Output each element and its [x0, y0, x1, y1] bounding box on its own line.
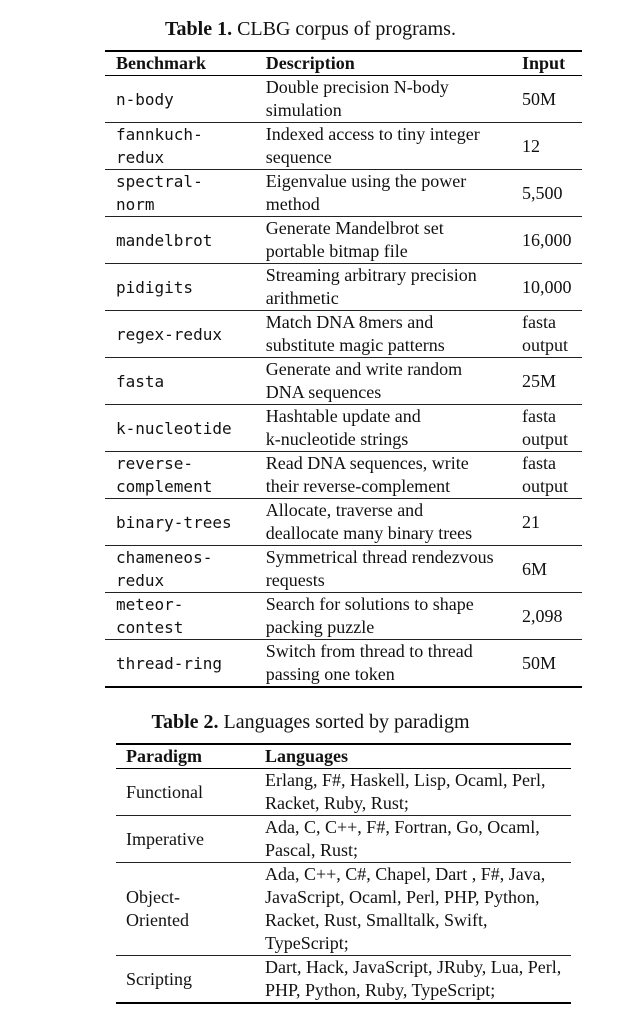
benchmark-input [522, 358, 582, 405]
benchmark-name-line: fasta [116, 371, 165, 391]
benchmark-description-line: Symmetrical thread rendezvous [265, 547, 494, 567]
paradigm-languages [265, 863, 571, 956]
table2-caption-label: Table 2. [151, 711, 219, 733]
benchmark-description-line: Allocate, traverse and [265, 500, 424, 520]
header-languages: Languages [265, 744, 571, 769]
paradigm-name [116, 956, 265, 1004]
benchmark-input-line: 25M [522, 370, 557, 391]
benchmark-description-line: Eigenvalue using the power [265, 171, 467, 191]
benchmark-description [266, 593, 522, 640]
table-row [116, 956, 571, 1004]
benchmark-input-line: 10,000 [522, 276, 572, 297]
benchmark-name [105, 358, 266, 405]
benchmark-name-line: norm [116, 195, 155, 214]
benchmark-input [522, 640, 582, 688]
benchmark-description [266, 123, 522, 170]
benchmark-description [266, 264, 522, 311]
paradigm-languages-line: Erlang, F#, Haskell, Lisp, Ocaml, Perl, [265, 770, 546, 790]
table-row [105, 264, 582, 311]
benchmark-description-line: Double precision N-body [265, 77, 449, 97]
benchmark-description-line: DNA sequences [265, 382, 382, 402]
paradigm-name [116, 863, 265, 956]
benchmark-description [266, 358, 522, 405]
benchmark-description [266, 170, 522, 217]
benchmark-input [522, 76, 582, 123]
benchmark-name [105, 170, 266, 217]
benchmark-description-line: portable bitmap file [265, 241, 408, 261]
table-row [105, 452, 582, 499]
table-row [105, 76, 582, 123]
table-row [105, 593, 582, 640]
benchmark-input [522, 311, 582, 358]
benchmark-description [266, 311, 522, 358]
paradigm-name-line: Object- [126, 887, 180, 907]
benchmark-name-line: spectral- [116, 172, 203, 191]
benchmark-description-line: substitute magic patterns [265, 335, 445, 355]
benchmark-name [105, 546, 266, 593]
header-benchmark: Benchmark [105, 51, 266, 76]
benchmark-description [266, 546, 522, 593]
benchmark-input-line: fasta [522, 312, 557, 332]
paradigm-table-header-row [116, 744, 571, 769]
benchmark-description-line: Indexed access to tiny integer [265, 124, 480, 144]
benchmark-description-line: packing puzzle [265, 617, 375, 637]
benchmark-description-line: k-nucleotide strings [265, 429, 409, 449]
table-row [105, 217, 582, 264]
benchmark-input [522, 170, 582, 217]
benchmark-name-line: redux [116, 148, 165, 167]
benchmark-description-line: Generate and write random [265, 359, 463, 379]
benchmark-description-line: sequence [265, 147, 332, 167]
benchmark-description [266, 405, 522, 452]
paradigm-languages [265, 816, 571, 863]
table-row [105, 546, 582, 593]
benchmark-description-line: Generate Mandelbrot set [265, 218, 444, 238]
benchmark-input [522, 217, 582, 264]
table-row [105, 640, 582, 688]
benchmark-input-line: fasta [522, 406, 557, 426]
benchmark-name-line: complement [116, 477, 213, 496]
benchmark-name [105, 640, 266, 688]
paradigm-languages-line: Racket, Ruby, Rust; [265, 793, 409, 813]
benchmark-name-line: n-body [116, 89, 174, 109]
benchmark-description [266, 452, 522, 499]
benchmark-name-line: contest [116, 618, 184, 637]
benchmark-description-line: Streaming arbitrary precision [265, 265, 477, 285]
benchmark-description-line: method [265, 194, 320, 214]
benchmark-input-line: 21 [522, 511, 541, 532]
benchmark-name [105, 405, 266, 452]
benchmark-description-line: simulation [265, 100, 342, 120]
benchmark-input-line: 2,098 [522, 605, 563, 626]
table-row [105, 405, 582, 452]
benchmark-input-line: 50M [522, 88, 557, 109]
benchmark-description-line: Hashtable update and [265, 406, 421, 426]
benchmark-input-line: 6M [522, 558, 548, 579]
benchmark-name [105, 311, 266, 358]
table1-caption [0, 18, 621, 41]
benchmark-name-line: pidigits [116, 277, 194, 297]
benchmark-name-line: redux [116, 571, 165, 590]
benchmark-name-line: fannkuch- [116, 125, 203, 144]
paradigm-name [116, 816, 265, 863]
paradigm-table [116, 743, 571, 1004]
benchmark-description-line: requests [265, 570, 325, 590]
benchmark-name [105, 499, 266, 546]
benchmark-name-line: mandelbrot [116, 230, 213, 250]
benchmark-description-line: their reverse-complement [265, 476, 451, 496]
benchmark-name [105, 264, 266, 311]
benchmark-input [522, 123, 582, 170]
table-row [116, 816, 571, 863]
benchmark-name-line: regex-redux [116, 324, 222, 344]
table2-caption-text: Languages sorted by paradigm [223, 711, 470, 733]
paradigm-name [116, 769, 265, 816]
benchmark-description-line: Match DNA 8mers and [265, 312, 434, 332]
benchmark-input-line: output [522, 476, 569, 496]
benchmark-name-line: thread-ring [116, 653, 222, 673]
benchmark-description-line: arithmetic [265, 288, 339, 308]
benchmark-input [522, 264, 582, 311]
header-input: Input [522, 51, 582, 76]
benchmark-table [105, 50, 582, 688]
table-row [105, 170, 582, 217]
benchmark-input-line: output [522, 429, 569, 449]
paradigm-languages-line: Dart, Hack, JavaScript, JRuby, Lua, Perl, [265, 957, 562, 977]
benchmark-table-header-row [105, 51, 582, 76]
benchmark-input [522, 593, 582, 640]
table-row [105, 499, 582, 546]
paradigm-languages-line: TypeScript; [265, 933, 349, 953]
benchmark-name-line: meteor- [116, 595, 184, 614]
benchmark-name-line: k-nucleotide [116, 418, 232, 438]
benchmark-name-line: reverse- [116, 454, 194, 473]
header-description: Description [266, 51, 522, 76]
benchmark-name [105, 452, 266, 499]
benchmark-input [522, 499, 582, 546]
paradigm-languages-line: Ada, C++, C#, Chapel, Dart , F#, Java, [265, 864, 546, 884]
benchmark-description [266, 499, 522, 546]
table-row [116, 769, 571, 816]
paradigm-name-line: Imperative [126, 828, 204, 849]
benchmark-name [105, 76, 266, 123]
paradigm-languages-line: Pascal, Rust; [265, 840, 358, 860]
benchmark-description [266, 76, 522, 123]
header-paradigm: Paradigm [116, 744, 265, 769]
paradigm-name-line: Oriented [126, 910, 189, 930]
table-row [105, 123, 582, 170]
table-row [105, 358, 582, 405]
benchmark-description-line: Switch from thread to thread [265, 641, 473, 661]
paradigm-languages [265, 769, 571, 816]
benchmark-input [522, 452, 582, 499]
benchmark-input-line: 16,000 [522, 229, 572, 250]
paradigm-languages-line: PHP, Python, Ruby, TypeScript; [265, 980, 496, 1000]
table1-caption-text: CLBG corpus of programs. [237, 18, 456, 40]
paradigm-name-line: Functional [126, 781, 203, 802]
benchmark-input-line: output [522, 335, 569, 355]
table-row [116, 863, 571, 956]
benchmark-input-line: 50M [522, 652, 557, 673]
benchmark-description-line: passing one token [265, 664, 395, 684]
benchmark-input-line: 5,500 [522, 182, 563, 203]
benchmark-description [266, 640, 522, 688]
paradigm-languages-line: Racket, Rust, Smalltalk, Swift, [265, 910, 488, 930]
benchmark-description-line: deallocate many binary trees [265, 523, 473, 543]
benchmark-name [105, 593, 266, 640]
table1-caption-label: Table 1. [165, 18, 233, 40]
table-row [105, 311, 582, 358]
benchmark-name-line: chameneos- [116, 548, 213, 567]
table2-caption [0, 711, 621, 734]
benchmark-description-line: Read DNA sequences, write [265, 453, 469, 473]
benchmark-name [105, 123, 266, 170]
paradigm-languages-line: Ada, C, C++, F#, Fortran, Go, Ocaml, [265, 817, 540, 837]
paradigm-languages [265, 956, 571, 1004]
benchmark-input-line: 12 [522, 135, 541, 156]
benchmark-input [522, 405, 582, 452]
benchmark-name-line: binary-trees [116, 512, 232, 532]
paradigm-languages-line: JavaScript, Ocaml, Perl, PHP, Python, [265, 887, 540, 907]
paradigm-name-line: Scripting [126, 968, 192, 989]
benchmark-description [266, 217, 522, 264]
benchmark-input [522, 546, 582, 593]
benchmark-input-line: fasta [522, 453, 557, 473]
benchmark-description-line: Search for solutions to shape [265, 594, 474, 614]
benchmark-name [105, 217, 266, 264]
